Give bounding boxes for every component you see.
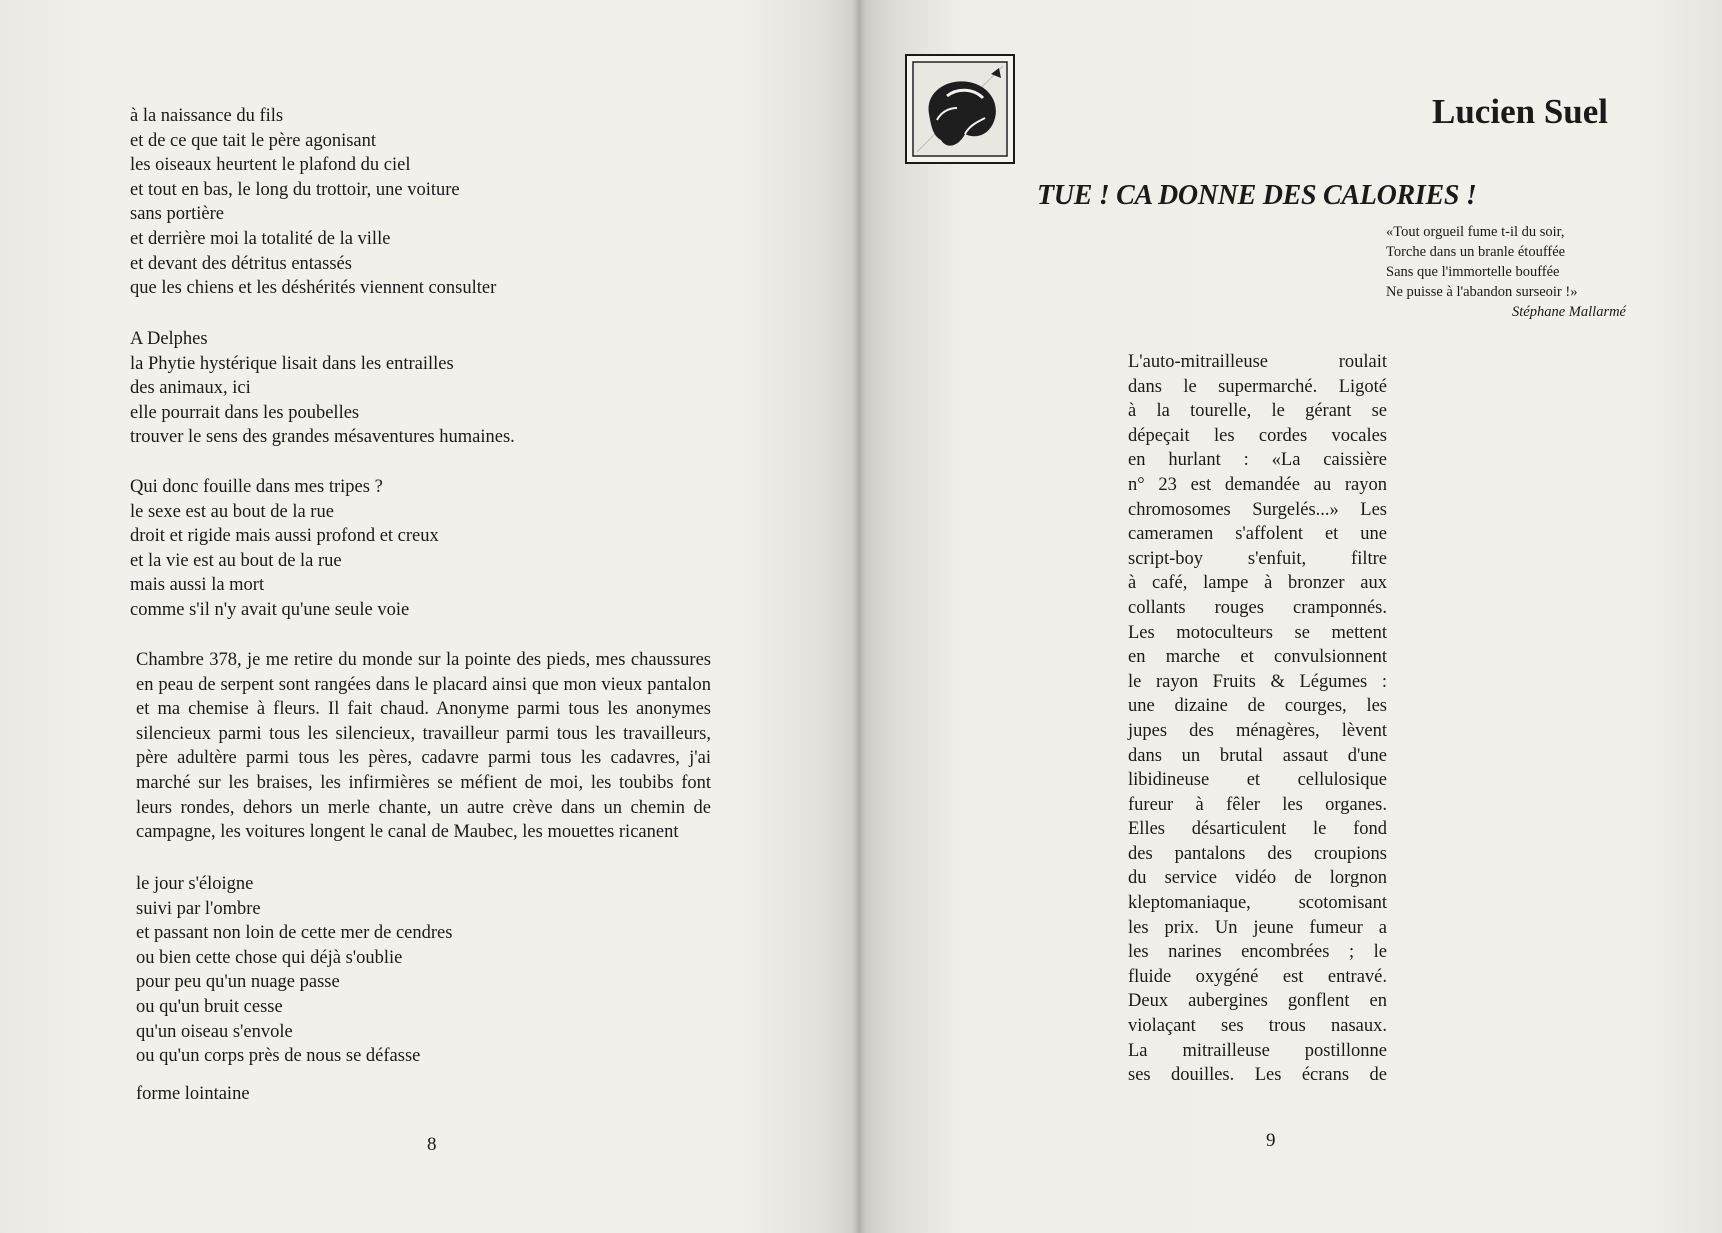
verse-line: le jour s'éloigne bbox=[136, 874, 254, 894]
verse-line: que les chiens et les déshérités viennent consulter bbox=[130, 278, 497, 299]
prose-line: collants rouges cramponnés. bbox=[1128, 597, 1387, 618]
prose-line: Elles désarticulent le fond bbox=[1128, 819, 1387, 840]
prose-line: violaçant ses trous nasaux. bbox=[1128, 1016, 1387, 1037]
verse-line: sans portière bbox=[130, 204, 225, 225]
verse-line: pour peu qu'un nuage passe bbox=[136, 972, 340, 993]
verse-line: comme s'il n'y avait qu'une seule voie bbox=[130, 599, 410, 620]
verse-line: les oiseaux heurtent le plafond du ciel bbox=[130, 155, 411, 176]
prose-line: en hurlant : «La caissière bbox=[1128, 450, 1387, 471]
prose-line: en marche et convulsionnent bbox=[1128, 647, 1387, 668]
eggplant-vignette-icon bbox=[905, 54, 1015, 164]
epigraph-line: Ne puisse à l'abandon surseoir !» bbox=[1386, 284, 1578, 300]
prose-line: L'auto-mitrailleuse roulait bbox=[1128, 352, 1387, 372]
verse-line: et derrière moi la totalité de la ville bbox=[130, 228, 391, 249]
book-gutter bbox=[852, 0, 866, 1233]
epigraph-line: Torche dans un branle étouffée bbox=[1386, 244, 1566, 260]
prose-line: kleptomaniaque, scotomisant bbox=[1128, 893, 1387, 914]
stanza-3 bbox=[130, 475, 730, 623]
verse-line: elle pourrait dans les poubelles bbox=[130, 402, 360, 423]
prose-line: fureur à fêler les organes. bbox=[1128, 794, 1387, 815]
prose-line: libidineuse et cellulosique bbox=[1128, 770, 1387, 791]
prose-line: des pantalons des croupions bbox=[1128, 843, 1387, 864]
verse-line: et de ce que tait le père agonisant bbox=[130, 130, 377, 151]
prose-line: jupes des ménagères, lèvent bbox=[1128, 720, 1387, 741]
verse-line: la Phytie hystérique lisait dans les entrailles bbox=[130, 353, 454, 374]
prose-line: cameramen s'affolent et une bbox=[1128, 524, 1387, 545]
verse-line: trouver le sens des grandes mésaventures humaines. bbox=[130, 427, 515, 448]
verse-line: qu'un oiseau s'envole bbox=[136, 1021, 293, 1042]
piece-title: TUE ! CA DONNE DES CALORIES ! bbox=[1037, 180, 1477, 211]
prose-line: les narines encombrées ; le bbox=[1128, 942, 1387, 963]
epigraph-line: Sans que l'immortelle bouffée bbox=[1386, 264, 1560, 280]
prose-line: n° 23 est demandée au rayon bbox=[1128, 474, 1387, 495]
prose-line: à café, lampe à bronzer aux bbox=[1128, 573, 1387, 594]
prose-line: Les motoculteurs se mettent bbox=[1128, 622, 1387, 643]
verse-line: et devant des détritus entassés bbox=[130, 253, 352, 274]
verse-line: et tout en bas, le long du trottoir, une voiture bbox=[130, 179, 460, 200]
closing-line: forme lointaine bbox=[136, 1084, 250, 1104]
verse-line: ou qu'un bruit cesse bbox=[136, 996, 283, 1017]
epigraph-line: «Tout orgueil fume t-il du soir, bbox=[1386, 224, 1565, 240]
page-number-right: 9 bbox=[1266, 1130, 1276, 1151]
verse-line: le sexe est au bout de la rue bbox=[130, 501, 334, 522]
prose-line: le rayon Fruits & Légumes : bbox=[1128, 671, 1387, 692]
verse-line: A Delphes bbox=[130, 329, 208, 349]
prose-line: ses douilles. Les écrans de bbox=[1128, 1065, 1387, 1086]
prose-line: fluide oxygéné est entravé. bbox=[1128, 966, 1387, 987]
verse-line: ou bien cette chose qui déjà s'oublie bbox=[136, 947, 403, 968]
prose-line: script-boy s'enfuit, filtre bbox=[1128, 548, 1387, 569]
author-name: Lucien Suel bbox=[1432, 92, 1609, 131]
verse-line: droit et rigide mais aussi profond et creux bbox=[130, 526, 439, 547]
stanza-2 bbox=[130, 327, 730, 450]
verse-line: et passant non loin de cette mer de cendres bbox=[136, 923, 453, 944]
prose-line: les prix. Un jeune fumeur a bbox=[1128, 917, 1387, 938]
prose-line: dépeçait les cordes vocales bbox=[1128, 425, 1387, 446]
prose-line: une dizaine de courges, les bbox=[1128, 696, 1387, 717]
epigraph-credit: Stéphane Mallarmé bbox=[1512, 304, 1626, 320]
verse-line: ou qu'un corps près de nous se défasse bbox=[136, 1046, 421, 1067]
verse-line: des animaux, ici bbox=[130, 378, 251, 399]
left-page bbox=[0, 0, 858, 1233]
prose-line: à la tourelle, le gérant se bbox=[1128, 401, 1387, 422]
verse-line: mais aussi la mort bbox=[130, 575, 265, 596]
prose-line: chromosomes Surgelés...» Les bbox=[1128, 499, 1387, 520]
prose-line: du service vidéo de lorgnon bbox=[1128, 868, 1387, 889]
prose-line: La mitrailleuse postillonne bbox=[1128, 1040, 1387, 1061]
prose-line: dans le supermarché. Ligoté bbox=[1128, 376, 1387, 397]
prose-paragraph: Chambre 378, je me retire du monde sur la pointe des pieds, mes chaussures en peau de serpent sont rangées dans le placard ainsi que mon vieux pantalon et ma chemise à fleurs. Il fait chaud. Anonyme parmi tous les anonymes silencieux parmi tous les silencieux, travailleur parmi tous les travailleurs, père adultère parmi tous les pères, cadavre parmi tous les cadavres, j'ai marché sur les braises, les infirmières se méfient de moi, les toubibs font leurs rondes, dehors un merle chante, un autre crève dans un chemin de campagne, les voitures longent le canal de Maubec, les mouettes ricanent bbox=[136, 650, 711, 843]
verse-line: à la naissance du fils bbox=[130, 106, 284, 126]
stanza-4 bbox=[136, 872, 452, 1069]
epigraph bbox=[1386, 222, 1626, 322]
prose-line: Deux aubergines gonflent en bbox=[1128, 991, 1387, 1012]
prose-line: dans un brutal assaut d'une bbox=[1128, 745, 1387, 766]
right-prose bbox=[1128, 350, 1387, 1088]
verse-line: Qui donc fouille dans mes tripes ? bbox=[130, 477, 383, 497]
stanza-1 bbox=[130, 104, 730, 301]
verse-line: et la vie est au bout de la rue bbox=[130, 550, 342, 571]
page-number-left: 8 bbox=[427, 1134, 437, 1155]
verse-line: suivi par l'ombre bbox=[136, 898, 261, 919]
